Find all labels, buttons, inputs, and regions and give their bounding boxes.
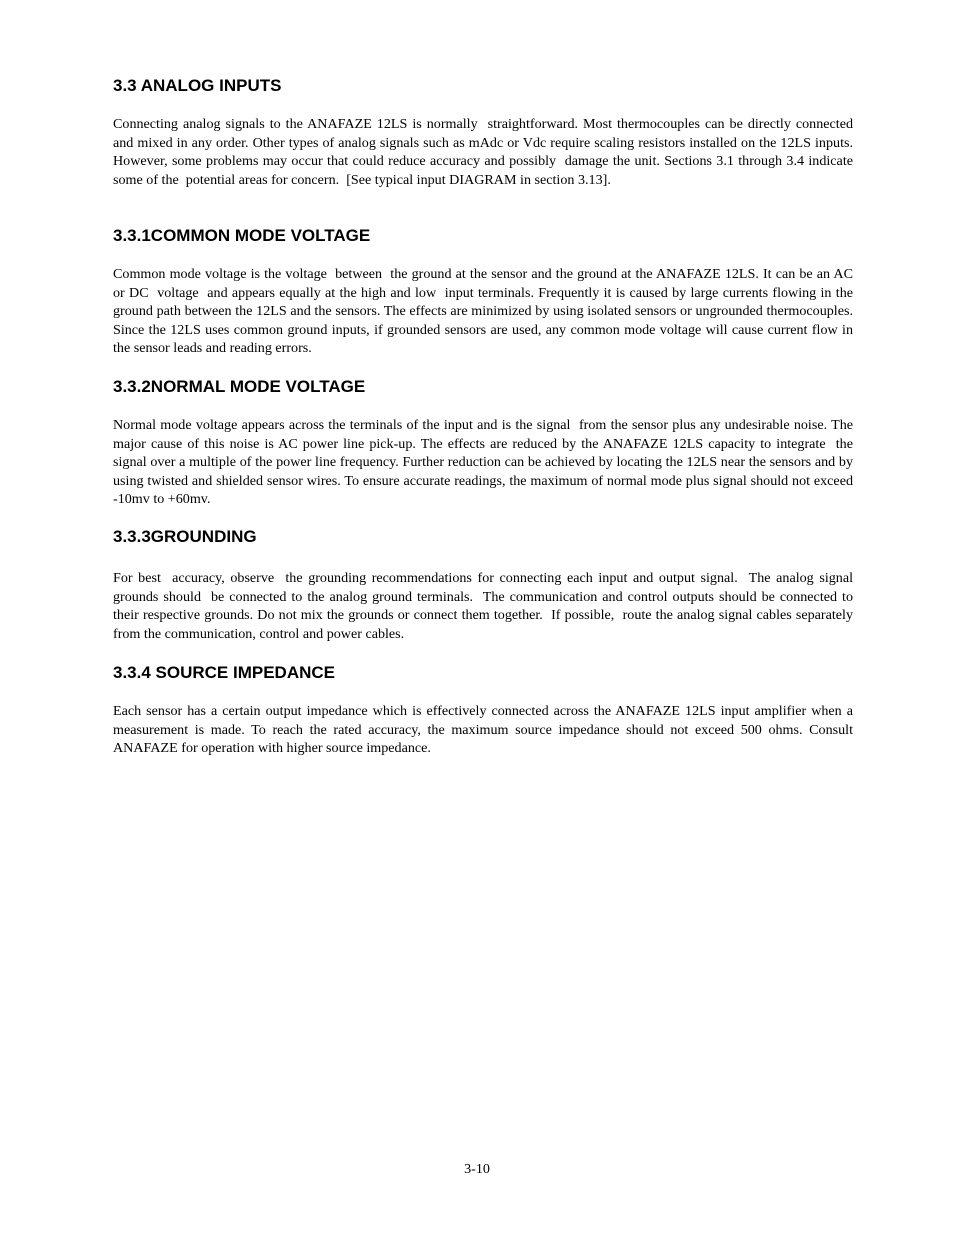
section-normal-mode-voltage: [113, 377, 857, 509]
section-paragraph: For best accuracy, observe the grounding recommendations for connecting each input and output signal. The analog signal grounds should be connected to the analog ground terminals. The communication and control outputs should be connected to their respective grounds. Do not mix the grounds or connect them together. If possible, route the analog signal cables separately from the communication, control and power cables.: [113, 570, 857, 642]
section-paragraph: Each sensor has a certain output impedance which is effectively connected across the ANAFAZE 12LS input amplifier when a measurement is made. To reach the rated accuracy, the maximum source impedance should not exceed 500 ohms. Consult ANAFAZE for operation with higher source impedance.: [113, 703, 857, 756]
section-grounding: [113, 527, 857, 643]
section-paragraph: Normal mode voltage appears across the terminals of the input and is the signal from the sensor plus any undesirable noise. The major cause of this noise is AC power line pick-up. The effects are reduced by the ANAFAZE 12LS capacity to integrate the signal over a multiple of the power line frequency. Further reduction can be achieved by locating the 12LS near the sensors and by using twisted and shielded sensor wires. To ensure accurate readings, the maximum of normal mode plus signal should not exceed -10mv to +60mv.: [113, 417, 857, 507]
section-heading: 3.3.4 SOURCE IMPEDANCE: [113, 663, 335, 682]
page-number: 3-10: [464, 1161, 490, 1177]
section-heading: 3.3.3GROUNDING: [113, 527, 257, 546]
section-common-mode-voltage: [113, 226, 861, 358]
section-source-impedance: [113, 663, 857, 758]
section-heading: 3.3 ANALOG INPUTS: [113, 76, 282, 95]
section-heading: 3.3.2NORMAL MODE VOLTAGE: [113, 377, 366, 396]
section-paragraph: Connecting analog signals to the ANAFAZE 12LS is normally straightforward. Most thermocouples can be directly connected and mixed in any order. Other types of analog signals such as mAdc or Vdc require scaling resistors installed on the 12LS inputs. However, some problems may occur that could reduce accuracy and possibly damage the unit. Sections 3.1 through 3.4 indicate some of the potential areas for concern. [See typical input DIAGRAM in section 3.13].: [113, 116, 857, 188]
section-paragraph: Common mode voltage is the voltage between the ground at the sensor and the ground at the ANAFAZE 12LS. It can be an AC or DC voltage and appears equally at the high and low input terminals. Frequently it is caused by large currents flowing in the ground path between the 12LS and the sensors. The effects are minimized by using isolated sensors or ungrounded thermocouples. Since the 12LS uses common ground inputs, if grounded sensors are used, any common mode voltage will cause current flow in the sensor leads and reading errors.: [113, 266, 861, 356]
section-heading: 3.3.1COMMON MODE VOLTAGE: [113, 226, 371, 245]
section-analog-inputs: [113, 76, 857, 189]
